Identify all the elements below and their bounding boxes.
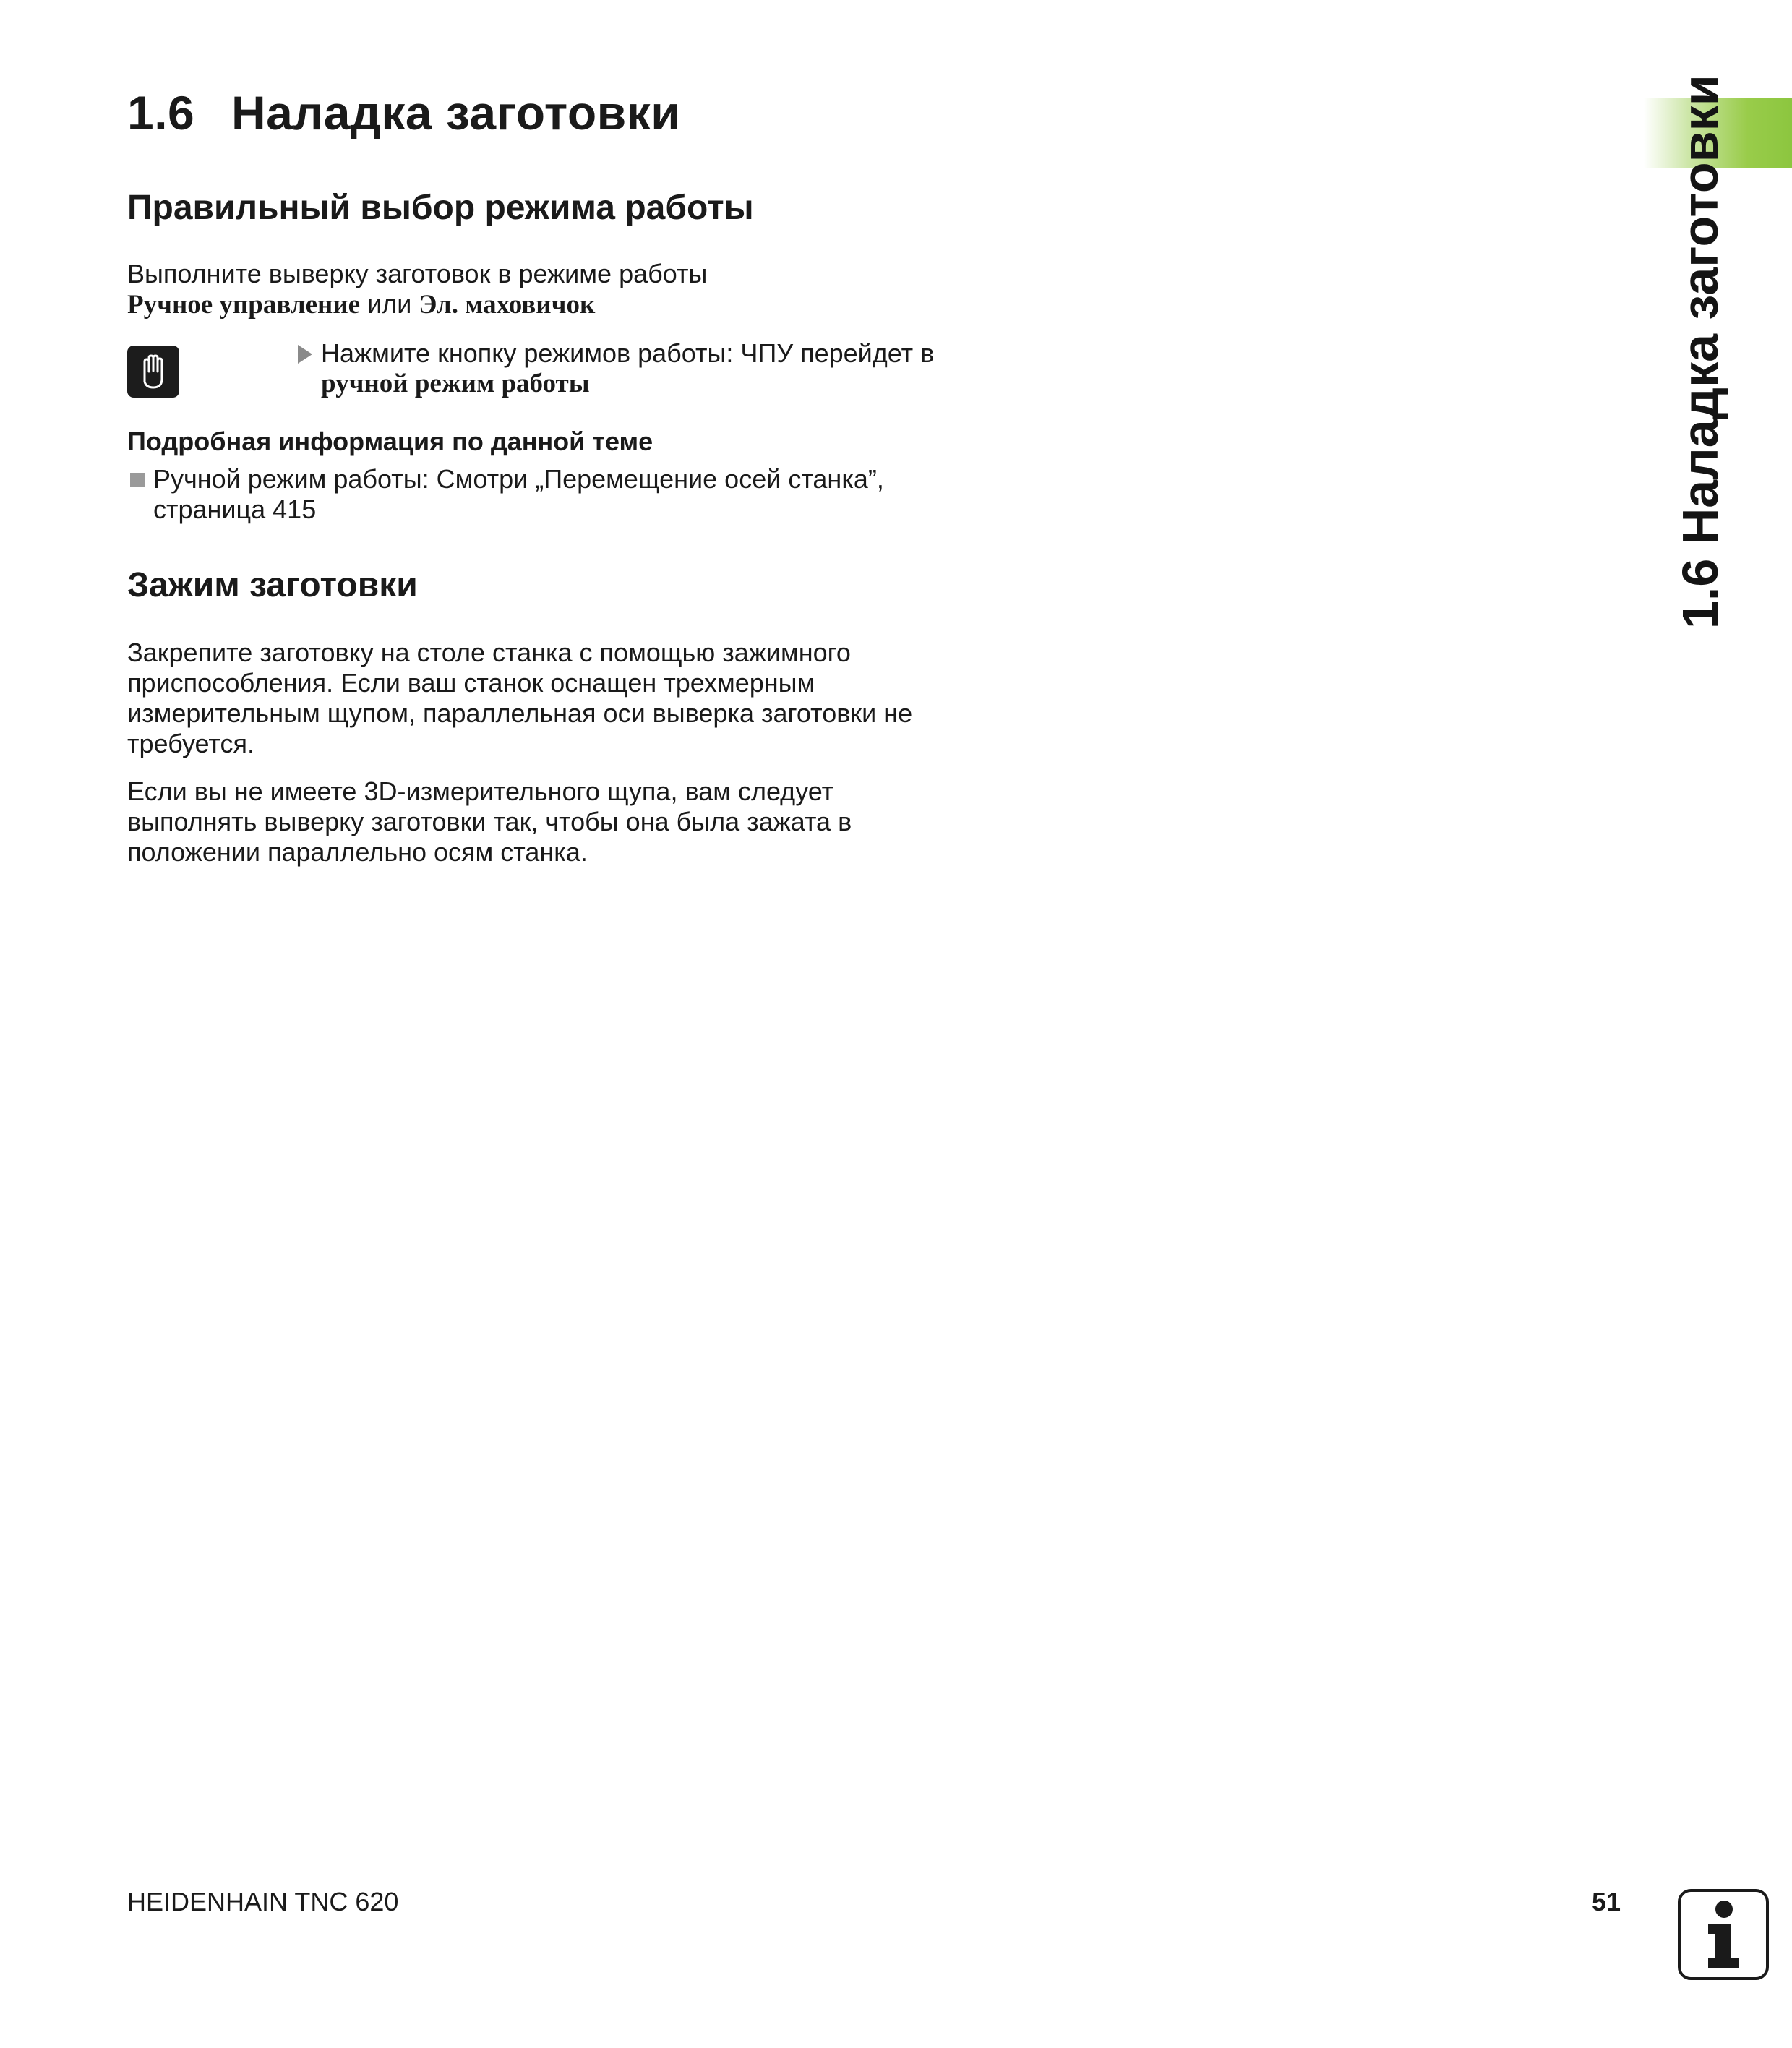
list-item	[127, 464, 966, 525]
more-info-heading: Подробная информация по данной теме	[127, 427, 653, 456]
step-arrow-icon	[298, 345, 312, 364]
manual-mode-hand-icon	[127, 346, 179, 398]
mode-manual-label: Ручное управление	[127, 290, 361, 320]
section-heading-clamping: Зажим заготовки	[127, 566, 418, 604]
bullet-text: Ручной режим работы: Смотри „Перемещение осей станка”, страница 415	[153, 464, 884, 524]
step-mode-label: ручной режим работы	[321, 369, 590, 398]
clamping-paragraph-2: Если вы не имеете 3D-измерительного щупа, вам следует выполнять выверку заготовки так, чтобы она была зажата в положении параллельно осям станка.	[127, 776, 852, 867]
page-title	[127, 85, 680, 140]
section-heading-mode: Правильный выбор режима работы	[127, 189, 754, 227]
bullet-square-icon	[130, 473, 145, 487]
info-icon	[1676, 1888, 1770, 1981]
page-number: 51	[1592, 1887, 1621, 1916]
section-number: 1.6	[127, 86, 195, 140]
section-title: Наладка заготовки	[231, 86, 681, 140]
mode-handwheel-label: Эл. маховичок	[419, 290, 596, 320]
intro-paragraph	[127, 259, 966, 320]
intro-text: Выполните выверку заготовок в режиме работы	[127, 259, 708, 288]
footer-manual-name: HEIDENHAIN TNC 620	[127, 1887, 399, 1916]
side-heading: 1.6 Наладка заготовки	[1672, 74, 1728, 629]
clamping-paragraph-1: Закрепите заготовку на столе станка с помощью зажимного приспособления. Если ваш станок оснащен трехмерным измерительным щупом, параллельная оси выверка заготовки не требуется.	[127, 638, 913, 758]
step-text: Нажмите кнопку режимов работы: ЧПУ перейдет в	[321, 338, 935, 368]
step-instruction	[298, 338, 977, 399]
connector-text: или	[360, 289, 419, 319]
